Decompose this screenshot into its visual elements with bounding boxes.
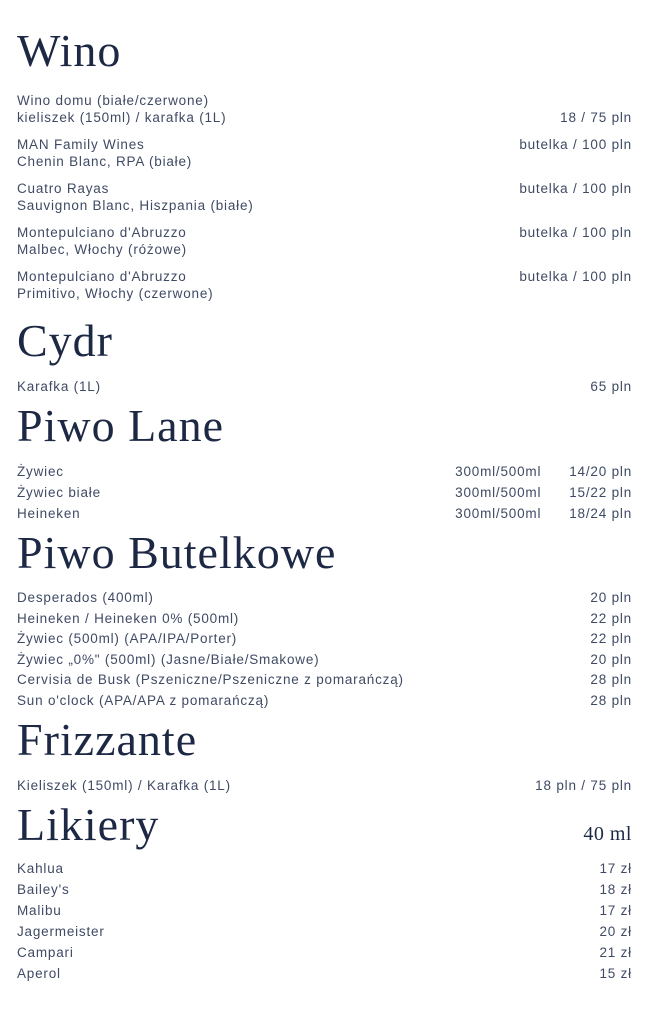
menu-item-campari: [17, 942, 632, 963]
menu-item-heineken-butelka: [17, 609, 632, 630]
menu-item-kahlua: [17, 858, 632, 879]
item-name: Wino domu (białe/czerwone): [17, 93, 209, 108]
item-name: Campari: [17, 945, 74, 960]
item-name: Montepulciano d'Abruzzo: [17, 225, 187, 240]
piwo-butelkowe-list: [17, 588, 632, 711]
item-name: Żywiec białe: [17, 485, 101, 500]
item-size: 300ml/500ml: [455, 506, 542, 521]
item-price: 28 pln: [590, 672, 632, 687]
item-desc: Malbec, Włochy (różowe): [17, 242, 187, 257]
menu-item-aperol: [17, 963, 632, 984]
item-name: Montepulciano d'Abruzzo: [17, 269, 187, 284]
item-text: [17, 136, 192, 170]
item-text: [17, 268, 213, 302]
item-price: 18 zł: [599, 882, 632, 897]
menu-item-cuatro-rayas: [17, 180, 632, 214]
item-price: 22 pln: [590, 610, 632, 626]
menu-item-kieliszek-frizzante: [17, 775, 632, 796]
item-desc: Primitivo, Włochy (czerwone): [17, 286, 214, 301]
item-text: [17, 180, 254, 214]
item-name: Kieliszek (150ml) / Karafka (1L): [17, 778, 231, 793]
item-price: 18/24 pln: [569, 506, 632, 521]
menu-item-karafka-cydr: [17, 376, 632, 397]
item-price: butelka / 100 pln: [519, 269, 632, 284]
item-price: 18 pln / 75 pln: [535, 778, 632, 793]
item-name: Desperados (400ml): [17, 590, 154, 605]
likiery-unit-label: 40 ml: [583, 823, 632, 845]
section-title-likiery: Likiery: [17, 799, 160, 850]
item-price: 20 pln: [590, 590, 632, 605]
item-desc: Sauvignon Blanc, Hiszpania (białe): [17, 198, 254, 213]
item-name: Bailey's: [17, 882, 70, 897]
menu-item-cervisia: [17, 670, 632, 691]
item-price: 65 pln: [590, 379, 632, 394]
item-name: Sun o'clock (APA/APA z pomarańczą): [17, 692, 270, 708]
menu-item-zywiec-0: [17, 650, 632, 671]
item-name: Jagermeister: [17, 924, 105, 939]
menu-item-wino-domu: [17, 92, 632, 126]
menu-item-montepulciano-malbec: [17, 224, 632, 258]
item-desc: kieliszek (150ml) / karafka (1L): [17, 110, 227, 125]
section-title-cydr: Cydr: [17, 315, 113, 366]
item-name: Kahlua: [17, 861, 64, 876]
menu-item-sun-oclock: [17, 691, 632, 712]
item-price: butelka / 100 pln: [519, 225, 632, 240]
item-text: [17, 92, 226, 126]
item-price: 18 / 75 pln: [560, 110, 632, 125]
item-size: 300ml/500ml: [455, 485, 542, 500]
menu-item-montepulciano-primitivo: [17, 268, 632, 302]
frizzante-list: [17, 775, 632, 796]
cydr-list: [17, 376, 632, 397]
section-title-piwo-lane: Piwo Lane: [17, 400, 225, 451]
menu-item-zywiec-biale: [17, 482, 632, 503]
section-title-wino: Wino: [17, 25, 122, 76]
item-name: Żywiec (500ml) (APA/IPA/Porter): [17, 631, 238, 646]
menu-item-heineken-lane: [17, 503, 632, 524]
menu-item-man-family-wines: [17, 136, 632, 170]
menu-item-malibu: [17, 900, 632, 921]
item-price: 14/20 pln: [569, 464, 632, 479]
menu-item-baileys: [17, 879, 632, 900]
item-name: Heineken: [17, 506, 81, 521]
section-title-frizzante: Frizzante: [17, 714, 198, 765]
item-price: butelka / 100 pln: [519, 181, 632, 196]
likiery-title-row: [17, 796, 632, 854]
item-price: 20 pln: [590, 651, 632, 667]
item-name: MAN Family Wines: [17, 137, 145, 152]
item-size: 300ml/500ml: [455, 464, 542, 479]
item-name: Malibu: [17, 903, 62, 918]
item-price: 20 zł: [599, 924, 632, 939]
likiery-list: [17, 858, 632, 984]
item-name: Aperol: [17, 966, 61, 981]
item-name: Żywiec „0%" (500ml) (Jasne/Białe/Smakowe): [17, 651, 320, 667]
item-price: 15 zł: [599, 966, 632, 981]
menu-item-zywiec-butelka: [17, 629, 632, 650]
item-name: Cuatro Rayas: [17, 181, 110, 196]
menu-item-jagermeister: [17, 921, 632, 942]
item-name: Karafka (1L): [17, 379, 101, 394]
item-text: [17, 224, 187, 258]
item-price: 22 pln: [590, 631, 632, 646]
item-price: 17 zł: [599, 861, 632, 876]
menu-item-zywiec: [17, 461, 632, 482]
item-name: Żywiec: [17, 464, 64, 479]
wine-list: [17, 92, 632, 302]
menu-item-desperados: [17, 588, 632, 609]
item-name: Cervisia de Busk (Pszeniczne/Pszeniczne z pomarańczą): [17, 672, 404, 687]
item-price: 21 zł: [599, 945, 632, 960]
piwo-lane-list: [17, 461, 632, 524]
item-price: 15/22 pln: [569, 485, 632, 500]
item-price: 28 pln: [590, 692, 632, 708]
section-title-piwo-butelkowe: Piwo Butelkowe: [17, 527, 337, 578]
item-desc: Chenin Blanc, RPA (białe): [17, 154, 193, 169]
item-name: Heineken / Heineken 0% (500ml): [17, 610, 240, 626]
item-price: butelka / 100 pln: [519, 137, 632, 152]
item-price: 17 zł: [599, 903, 632, 918]
